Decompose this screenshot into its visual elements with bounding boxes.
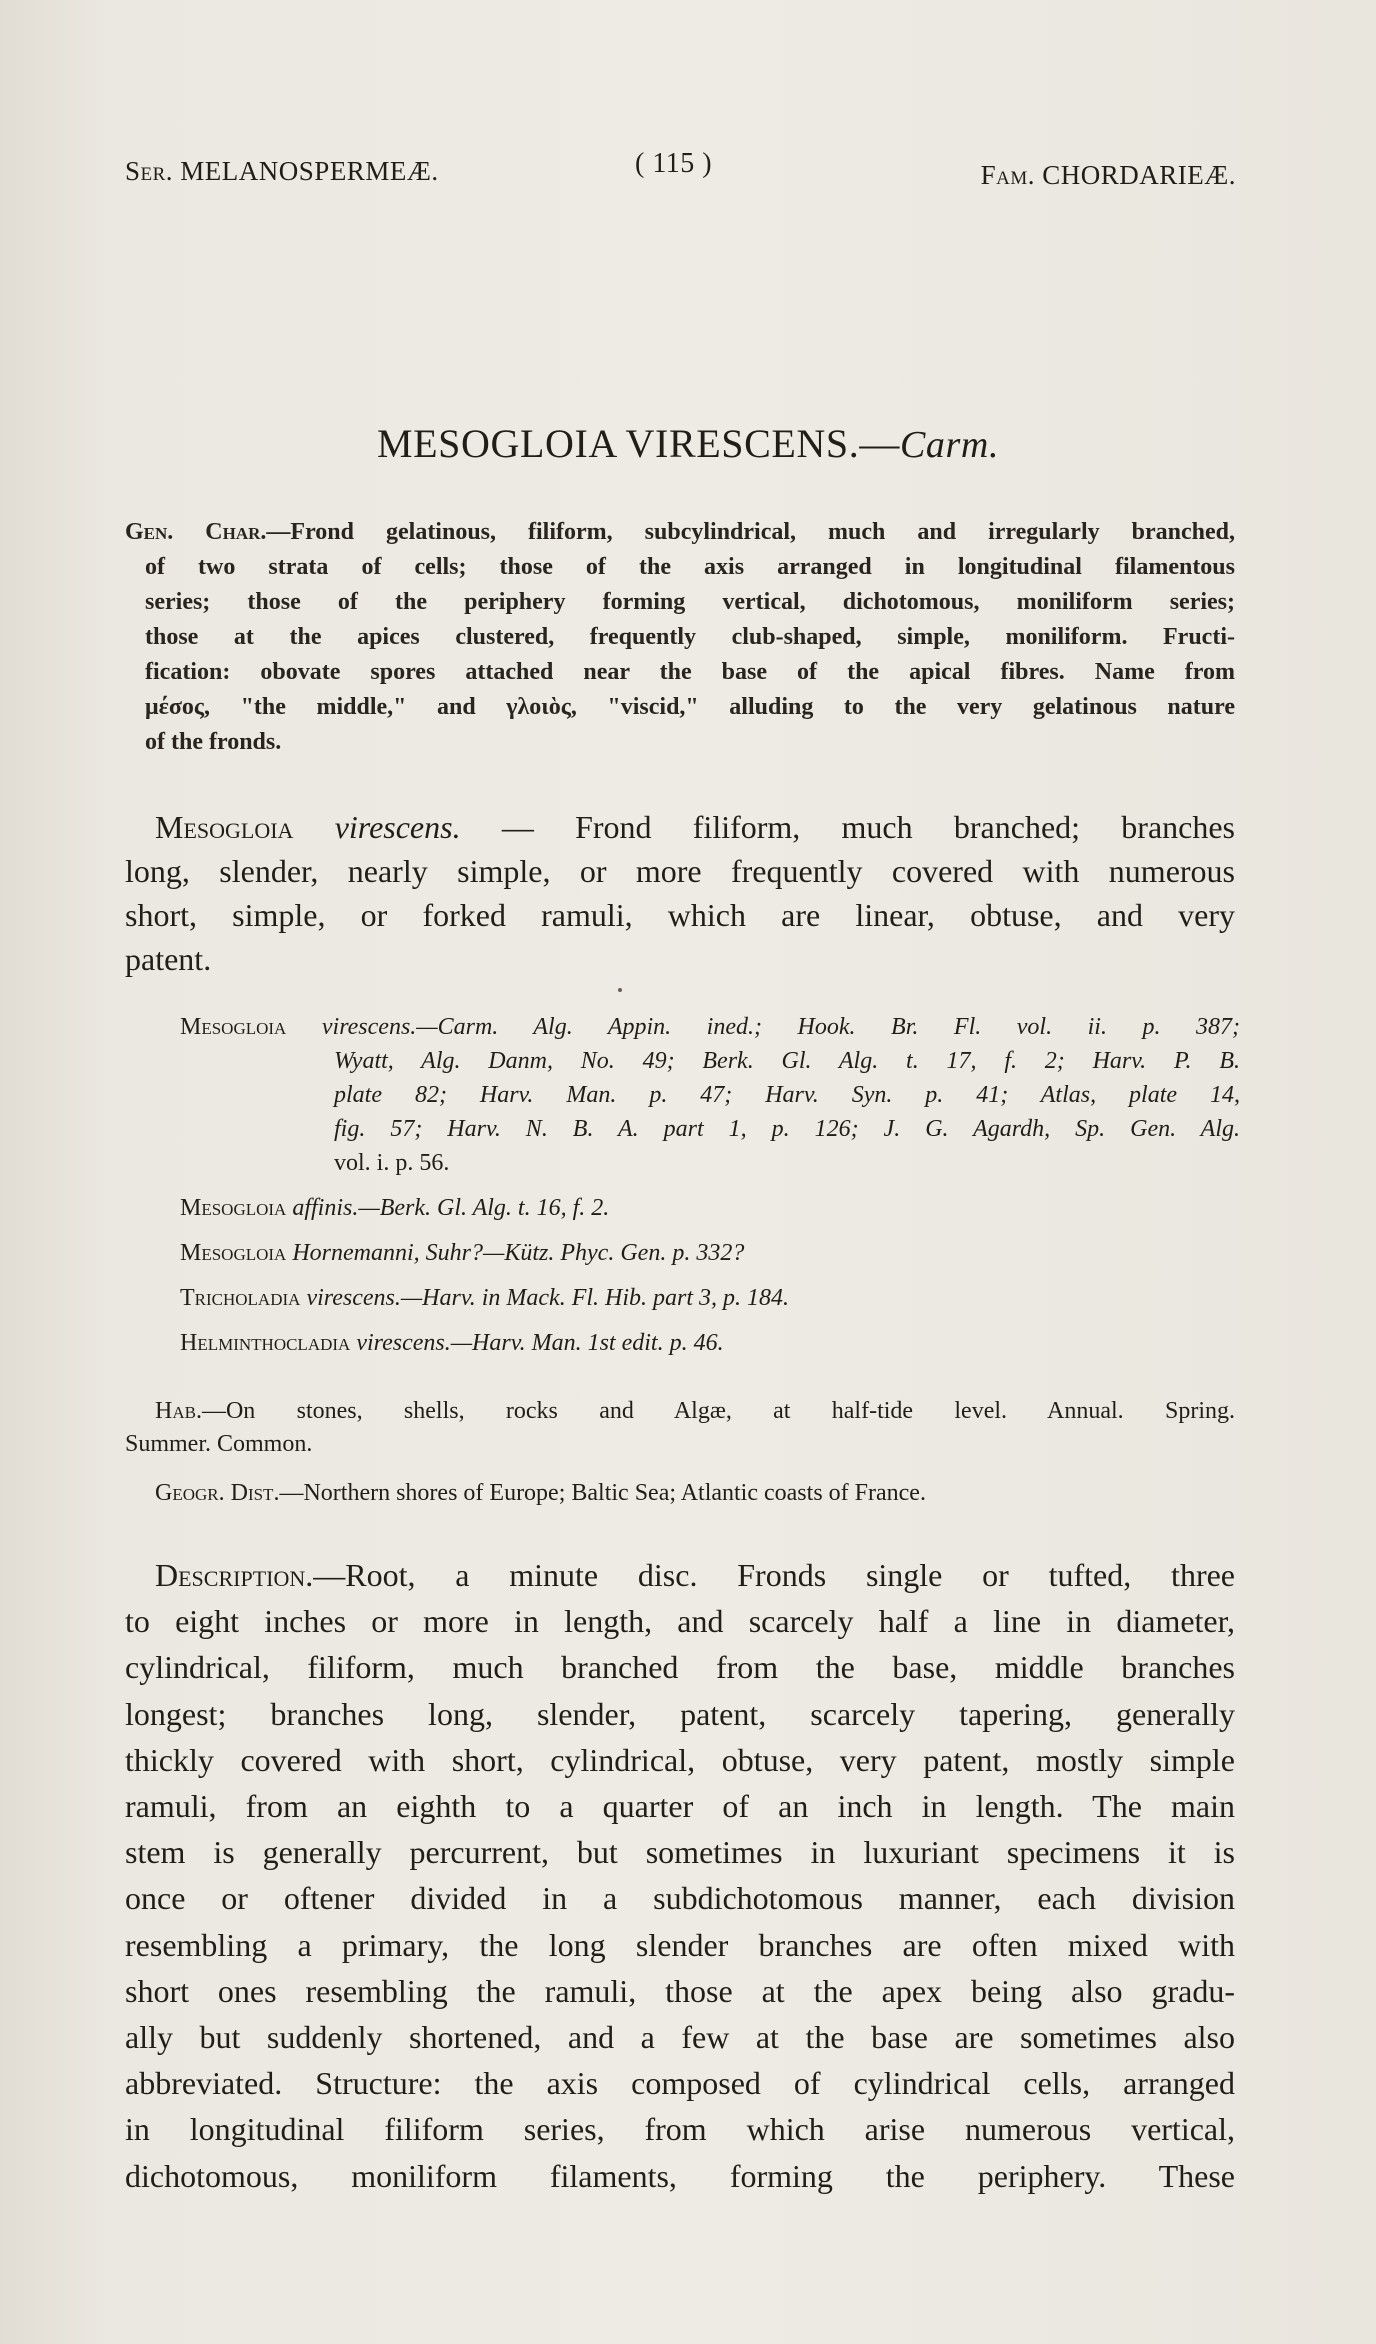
species-diagnosis <box>125 805 1235 981</box>
description-label: Description. <box>155 1557 314 1593</box>
synonym-line: vol. i. p. 56. <box>334 1150 450 1176</box>
description-line: thickly covered with short, cylindrical, obtuse, very patent, mostly simple <box>125 1741 1235 1778</box>
description-line: in longitudinal filiform series, from which arise numerous vertical, <box>125 2111 1235 2148</box>
synonym-entry <box>180 1010 1240 1180</box>
description-line: short ones resembling the ramuli, those at the apex being also gradu- <box>125 1972 1235 2009</box>
gen-char-label: Gen. Char. <box>125 519 267 545</box>
synonym-line: plate 82; Harv. Man. p. 47; Harv. Syn. p. 41; Atlas, plate 14, <box>334 1082 1240 1108</box>
synonym-line: Hornemanni, Suhr?—Kütz. Phyc. Gen. p. 332? <box>292 1240 745 1266</box>
gen-char-line: of two strata of cells; those of the axis arranged in longitudinal filamentous <box>145 554 1235 580</box>
ink-speck <box>618 988 622 992</box>
description-line: dichotomous, moniliform filaments, forming the periphery. These <box>125 2157 1235 2194</box>
page-number: ( 115 ) <box>635 148 713 179</box>
gen-char-line: series; those of the periphery forming vertical, dichotomous, moniliform series; <box>145 589 1235 615</box>
synonym-genus: Mesogloia <box>180 1195 287 1221</box>
synonym-line: virescens.—Harv. in Mack. Fl. Hib. part 3, p. 184. <box>306 1285 790 1311</box>
synonym-genus: Helminthocladia <box>180 1330 351 1356</box>
species-line: long, slender, nearly simple, or more frequently covered with numerous <box>125 853 1235 889</box>
geographic-distribution <box>155 1477 1235 1510</box>
synonym-line: affinis.—Berk. Gl. Alg. t. 16, f. 2. <box>292 1195 610 1221</box>
species-line: patent. <box>125 941 212 977</box>
synonym-genus: Mesogloia <box>180 1014 287 1040</box>
description-line: longest; branches long, slender, patent, scarcely tapering, generally <box>125 1695 1235 1732</box>
synonym-entry <box>180 1326 1240 1360</box>
synonym-genus: Tricholadia <box>180 1285 301 1311</box>
species-line: short, simple, or forked ramuli, which are linear, obtuse, and very <box>125 897 1235 933</box>
synonym-entry <box>180 1191 1240 1225</box>
geography-label: Geogr. Dist. <box>155 1480 280 1506</box>
description <box>125 1552 1235 2199</box>
header-series: Ser. MELANOSPERMEÆ. <box>125 156 439 186</box>
synonym-line: Wyatt, Alg. Danm, No. 49; Berk. Gl. Alg. t. 17, f. 2; Harv. P. B. <box>334 1048 1240 1074</box>
header-family: Fam. CHORDARIEÆ. <box>980 160 1236 190</box>
running-header <box>125 148 1236 188</box>
geography-text: —Northern shores of Europe; Baltic Sea; Atlantic coasts of France. <box>279 1480 926 1506</box>
description-line: stem is generally percurrent, but sometimes in luxuriant specimens it is <box>125 1834 1235 1871</box>
generic-character <box>125 515 1235 760</box>
synonymy <box>180 1010 1240 1371</box>
gen-char-line: —Frond gelatinous, filiform, subcylindrical, much and irregularly branched, <box>266 519 1235 545</box>
description-line: ally but suddenly shortened, and a few at the base are sometimes also <box>125 2019 1235 2056</box>
description-line: —Root, a minute disc. Fronds single or tufted, three <box>313 1557 1235 1593</box>
description-line: once or oftener divided in a subdichotomous manner, each division <box>125 1880 1235 1917</box>
title-author: Carm. <box>899 424 1000 466</box>
description-line: abbreviated. Structure: the axis composed of cylindrical cells, arranged <box>125 2065 1235 2102</box>
synonym-entry <box>180 1236 1240 1270</box>
title-main: MESOGLOIA VIRESCENS.— <box>376 421 900 466</box>
description-line: ramuli, from an eighth to a quarter of an inch in length. The main <box>125 1788 1235 1825</box>
gen-char-line: of the fronds. <box>145 729 282 755</box>
description-line: resembling a primary, the long slender branches are often mixed with <box>125 1926 1235 1963</box>
gen-char-line: those at the apices clustered, frequently club-shaped, simple, moniliform. Fructi- <box>145 624 1235 650</box>
species-epithet: virescens. <box>334 809 461 845</box>
gen-char-line: μέσος, "the middle," and γλοιὸς, "viscid," alluding to the very gelatinous nature <box>145 694 1235 720</box>
description-line: to eight inches or more in length, and scarcely half a line in diameter, <box>125 1603 1235 1640</box>
habitat <box>125 1395 1235 1461</box>
synonym-entry <box>180 1281 1240 1315</box>
species-title <box>0 420 1376 467</box>
synonym-line: virescens.—Harv. Man. 1st edit. p. 46. <box>356 1330 724 1356</box>
synonym-genus: Mesogloia <box>180 1240 287 1266</box>
species-line: — Frond filiform, much branched; branches <box>460 809 1236 845</box>
species-genus: Mesogloia <box>155 809 294 845</box>
synonym-line: fig. 57; Harv. N. B. A. part 1, p. 126; J. G. Agardh, Sp. Gen. Alg. <box>334 1116 1240 1142</box>
habitat-label: Hab. <box>155 1398 202 1424</box>
gen-char-line: fication: obovate spores attached near the base of the apical fibres. Name from <box>145 659 1235 685</box>
description-line: cylindrical, filiform, much branched from the base, middle branches <box>125 1649 1235 1686</box>
habitat-line: —On stones, shells, rocks and Algæ, at half-tide level. Annual. Spring. <box>201 1398 1235 1424</box>
synonym-line: virescens.—Carm. Alg. Appin. ined.; Hook. Br. Fl. vol. ii. p. 387; <box>321 1014 1241 1040</box>
habitat-line: Summer. Common. <box>125 1431 313 1457</box>
